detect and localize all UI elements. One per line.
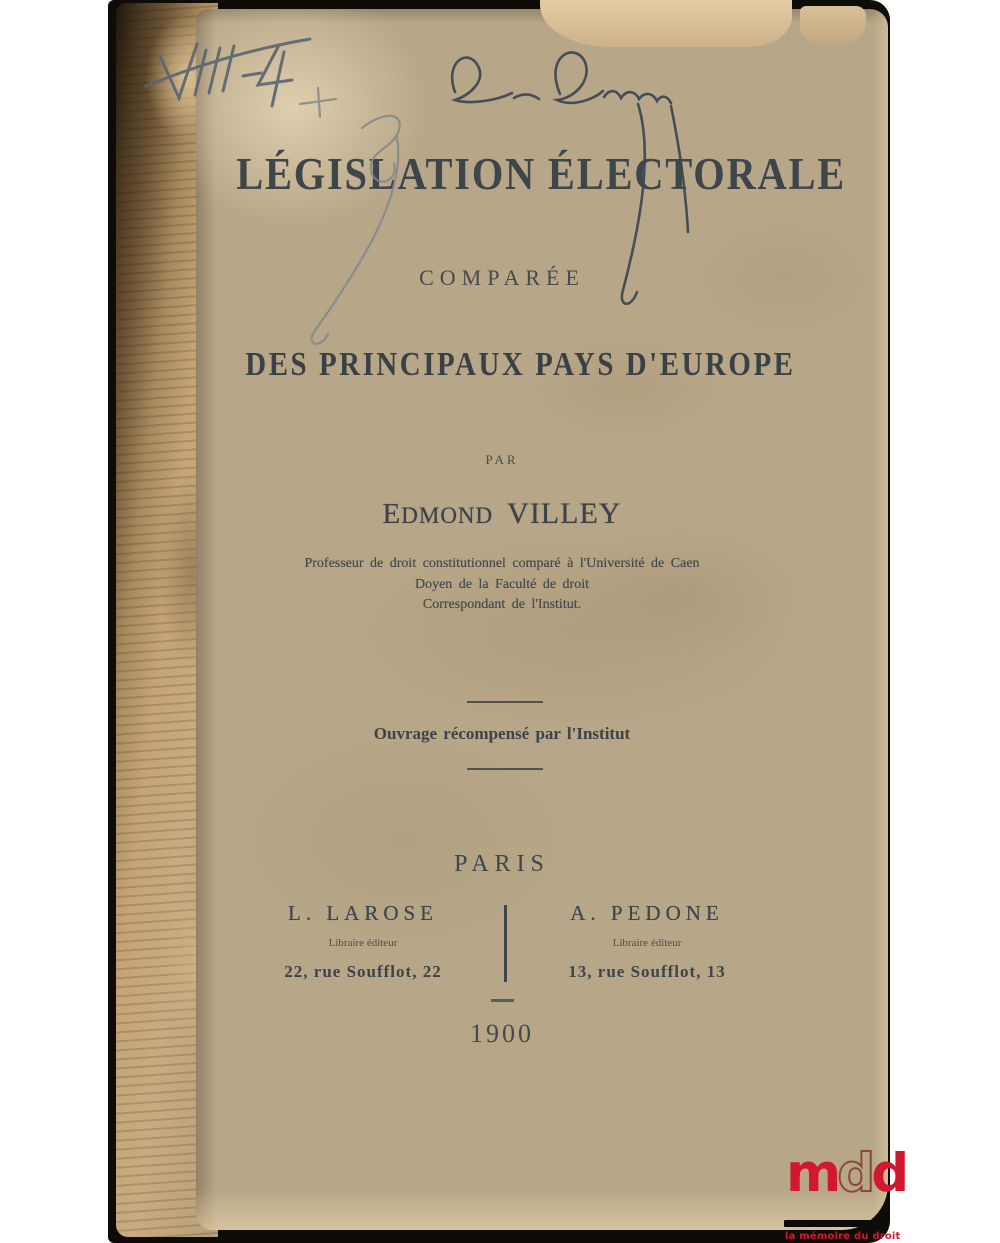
publisher-divider bbox=[504, 905, 507, 982]
author-first-rest: DMOND bbox=[401, 503, 494, 528]
author-last-name: VILLEY bbox=[507, 497, 622, 530]
logo-letter-d-outline: d bbox=[837, 1143, 872, 1204]
book-subtitle: DES PRINCIPAUX PAYS D'EUROPE bbox=[245, 346, 796, 383]
byline-par: PAR bbox=[485, 452, 519, 467]
logo-letter-m: m bbox=[786, 1143, 838, 1204]
imprint-city: PARIS bbox=[454, 851, 550, 877]
separator-rule-bottom bbox=[467, 768, 543, 770]
mdd-logo-letters bbox=[786, 1143, 906, 1204]
author-title-3: Correspondant de l'Institut. bbox=[422, 597, 582, 612]
imprint-year: 1900 bbox=[470, 1019, 534, 1048]
publisher-role: Libraire éditeur bbox=[612, 937, 682, 949]
publisher-role: Libraire éditeur bbox=[328, 937, 398, 949]
publisher-address: 13, rue Soufflot, 13 bbox=[568, 962, 726, 981]
author-title-2: Doyen de la Faculté de droit bbox=[414, 577, 589, 592]
publisher-name: A. PEDONE bbox=[570, 901, 724, 925]
logo-letter-d: d bbox=[871, 1143, 906, 1204]
publisher-pedone bbox=[512, 901, 782, 982]
separator-rule-top bbox=[467, 701, 543, 703]
book-title-line2: COMPARÉE bbox=[419, 265, 585, 290]
author-title-1: Professeur de droit constitutionnel comparé à l'Université de Caen bbox=[304, 556, 700, 571]
award-note: Ouvrage récompensé par l'Institut bbox=[373, 724, 631, 743]
publisher-name: L. LAROSE bbox=[288, 901, 438, 925]
publisher-address: 22, rue Soufflot, 22 bbox=[284, 962, 442, 981]
logo-tagline: la mémoire du droit bbox=[785, 1231, 901, 1242]
book-title: LÉGISLATION ÉLECTORALE bbox=[236, 148, 846, 199]
torn-paper-tab bbox=[800, 6, 866, 44]
imprint-dash bbox=[491, 999, 514, 1002]
publisher-larose bbox=[228, 901, 498, 982]
mdd-logo bbox=[784, 1143, 906, 1243]
torn-paper-patch bbox=[540, 0, 792, 47]
logo-underline-bar bbox=[784, 1220, 878, 1227]
author-first-initial: E bbox=[382, 498, 402, 530]
author-name bbox=[200, 497, 804, 531]
